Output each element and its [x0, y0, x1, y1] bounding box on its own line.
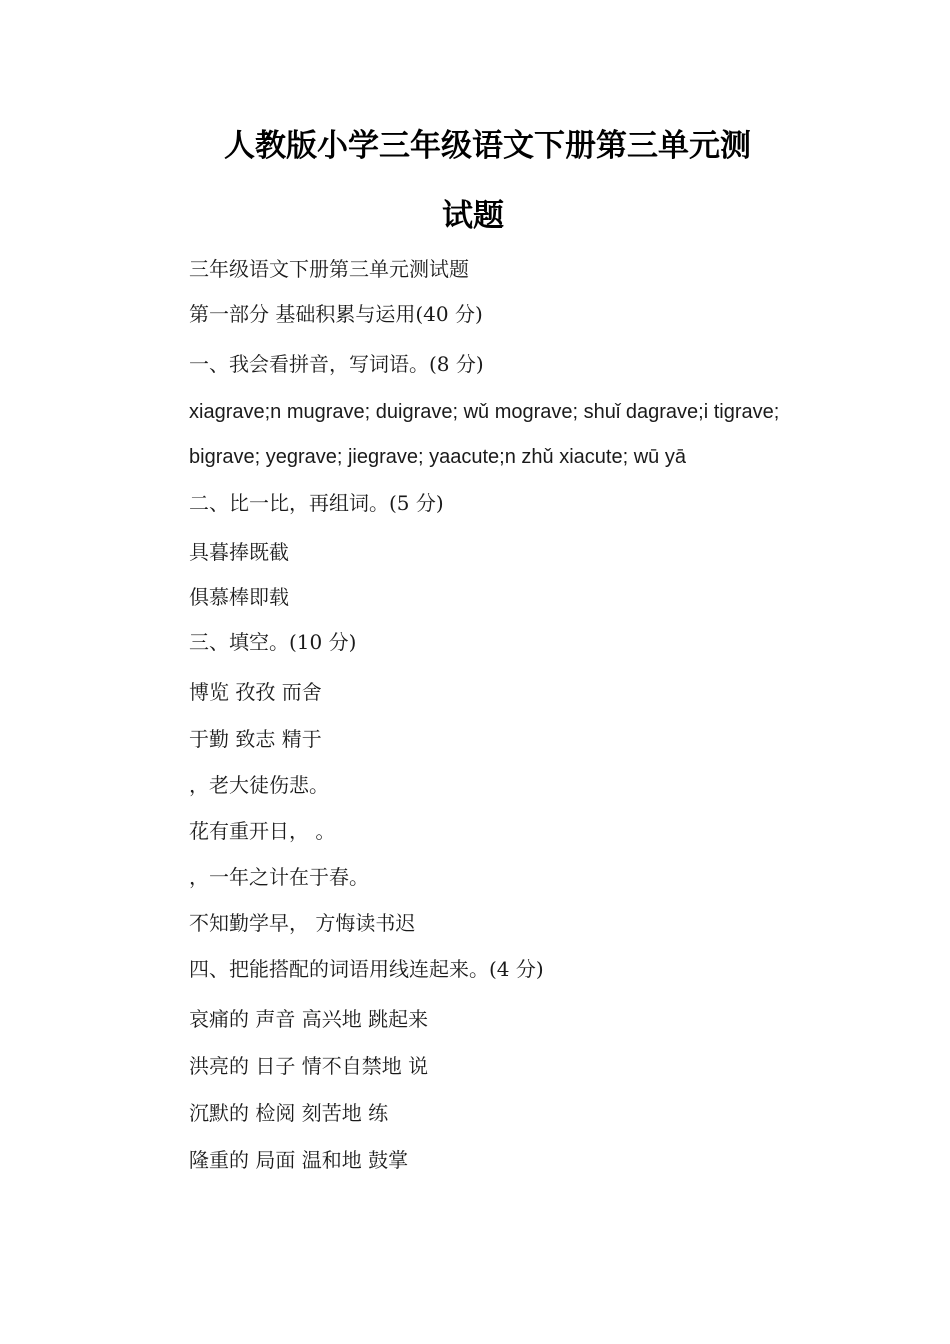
matching-row-3: 沉默的 检阅 刻苦地 练 [189, 1101, 389, 1125]
document-title-line-2: 试题 [442, 198, 504, 234]
fill-blank-line-5: ，一年之计在于春。 [189, 865, 369, 889]
pinyin-line-2: bigrave; yegrave; jiegrave; yaacute;n zhǔ xiacute; wū yā [189, 446, 686, 468]
document-title-line-1: 人教版小学三年级语文下册第三单元测 [224, 128, 751, 164]
fill-blank-line-6: 不知勤学早， 方悔读书迟 [189, 911, 416, 935]
question-heading-1: 一、我会看拼音，写词语。(8 分) [189, 352, 484, 376]
matching-row-4: 隆重的 局面 温和地 鼓掌 [189, 1148, 409, 1172]
section-heading-part-one: 第一部分 基础积累与运用(40 分) [189, 302, 483, 326]
compare-chars-row-1: 具暮捧既截 [189, 540, 289, 564]
pinyin-line-1: xiagrave;n mugrave; duigrave; wǔ mograve; shuǐ dagrave;i tigrave; [189, 401, 780, 423]
question-heading-4: 四、把能搭配的词语用线连起来。(4 分) [189, 957, 544, 981]
fill-blank-line-3: ，老大徒伤悲。 [189, 773, 329, 797]
fill-blank-line-1: 博览 孜孜 而舍 [189, 680, 322, 704]
matching-row-2: 洪亮的 日子 情不自禁地 说 [189, 1054, 429, 1078]
compare-chars-row-2: 俱慕棒即载 [189, 585, 289, 609]
matching-row-1: 哀痛的 声音 高兴地 跳起来 [189, 1007, 429, 1031]
question-heading-2: 二、比一比，再组词。(5 分) [189, 491, 444, 515]
subtitle: 三年级语文下册第三单元测试题 [189, 257, 469, 281]
fill-blank-line-4: 花有重开日， 。 [189, 819, 336, 843]
question-heading-3: 三、填空。(10 分) [189, 630, 357, 654]
fill-blank-line-2: 于勤 致志 精于 [189, 727, 322, 751]
